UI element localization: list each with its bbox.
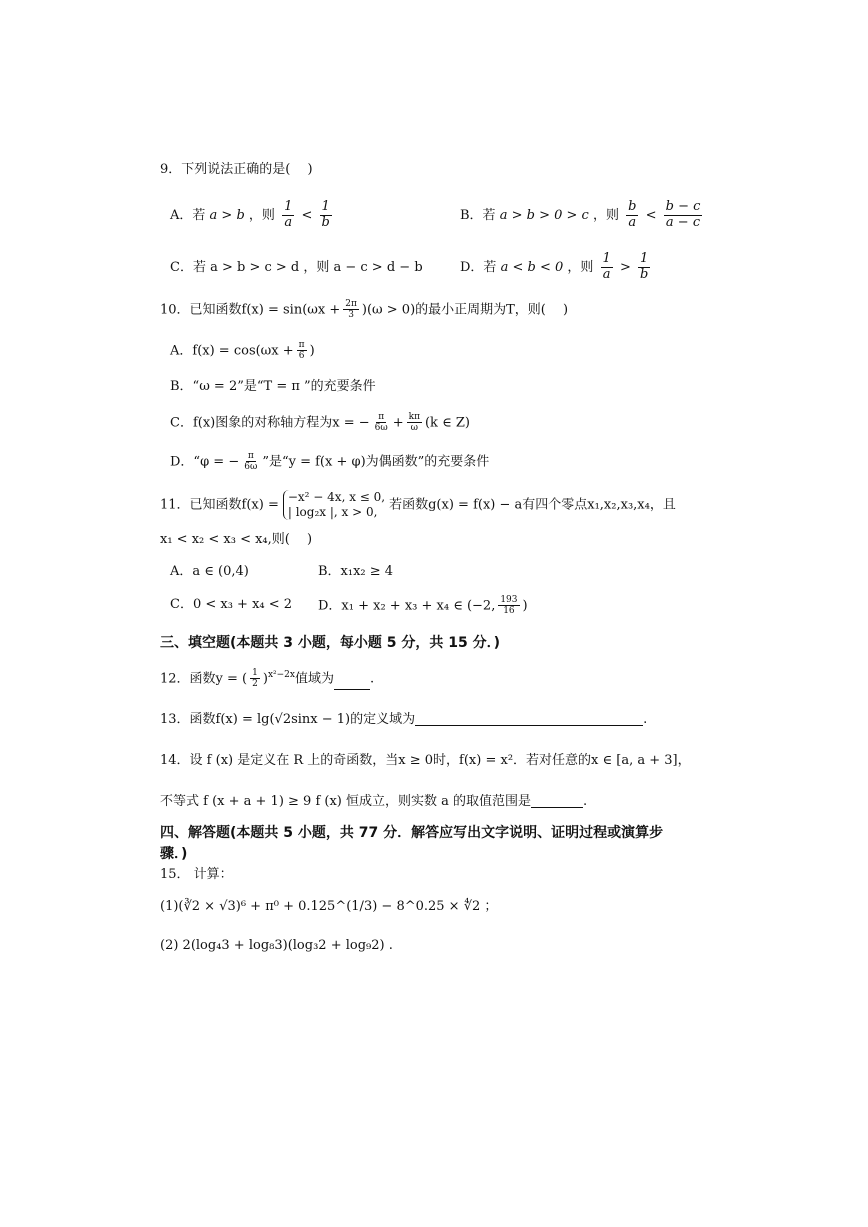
q13-pre: 13．函数f(x) = lg(√2sinx − 1)的定义域为 [160, 712, 416, 727]
q10-d-pre: D．“φ = − [170, 454, 240, 470]
q9-b-then: ，则 [592, 207, 619, 223]
q12 [160, 668, 374, 690]
q9-d-frac2-num: 1 [640, 251, 649, 266]
q9-b-rel: < [645, 207, 657, 223]
q10-d-frac [242, 451, 259, 473]
q10-d-frac-den: 6ω [244, 462, 258, 473]
q10-d-post: ”是“y = f(x + φ)为偶函数”的充要条件 [262, 454, 490, 470]
q13-answer-blank[interactable] [415, 713, 643, 726]
q10-stem-func: f(x) = sin(ωx + [241, 302, 341, 318]
q12-frac [250, 668, 260, 690]
q14-line2-pre: 不等式 f (x + a + 1) ≥ 9 f (x) 恒成立，则实数 a 的取值范围是 [160, 794, 532, 809]
q10-stem-post: )(ω > 0)的最小正周期为T，则( ) [361, 302, 569, 318]
q11-option-c: C．0 < x₃ + x₄ < 2 [170, 597, 293, 612]
q11-case1: −x² − 4x, x ≤ 0, [287, 490, 386, 504]
q10-stem-frac-num: 2π [345, 299, 357, 309]
q9-d-frac1-den: a [602, 266, 611, 282]
q10-stem-frac [343, 299, 359, 321]
q9-b-frac2 [664, 200, 703, 231]
q12-frac-num: 1 [252, 668, 258, 678]
q11-piecewise [283, 490, 385, 520]
q9-option-d [460, 252, 653, 283]
q9-d-then: ，则 [567, 259, 594, 275]
q12-pre: 12．函数y = ( [160, 671, 248, 687]
q10-c-frac2-den: ω [410, 423, 418, 434]
q10-stem-pre: 10．已知函数 [160, 302, 242, 318]
q10-d-frac-num: π [247, 451, 254, 461]
q9-d-cond: a < b < 0 [500, 259, 564, 275]
q9-option-c: C．若 a > b > c > d ，则 a − c > d − b [170, 260, 423, 275]
q10-a-post: ) [309, 343, 315, 359]
q9-option-a [170, 200, 335, 231]
q9-b-frac1-num: b [628, 199, 637, 214]
q10-stem [160, 299, 568, 321]
q14-line2-end: . [583, 794, 588, 809]
q12-frac-den: 2 [252, 679, 258, 690]
q9-d-frac1-num: 1 [602, 251, 611, 266]
q9-b-label: B．若 [460, 207, 496, 223]
q9-stem: 9．下列说法正确的是( ) [160, 162, 313, 177]
q9-d-rel: > [619, 259, 631, 275]
q11-option-a: A．a ∈ (0,4) [170, 564, 249, 579]
q9-a-frac2-den: b [321, 214, 330, 230]
q10-option-c [170, 412, 470, 434]
q9-d-frac1 [601, 252, 613, 283]
q10-c-frac1-den: 6ω [374, 423, 388, 434]
q9-b-frac1-den: a [628, 214, 637, 230]
q9-a-then: ，则 [248, 207, 275, 223]
q12-close: ) [262, 671, 268, 687]
q9-a-frac2-num: 1 [321, 199, 330, 214]
q10-option-b: B．“ω = 2”是“T = π ”的充要条件 [170, 379, 376, 394]
q9-a-cond: a > b [209, 207, 245, 223]
q11-stem-post: 若函数g(x) = f(x) − a有四个零点x₁,x₂,x₃,x₄，且 [389, 497, 676, 513]
q9-a-frac1 [282, 200, 294, 231]
q9-d-label: D．若 [460, 259, 497, 275]
q11-case2: | log₂x |, x > 0, [287, 505, 378, 519]
q9-a-frac1-num: 1 [284, 199, 293, 214]
q14-line2 [160, 795, 587, 808]
q9-d-frac2-den: b [640, 266, 649, 282]
q10-c-frac1 [373, 412, 390, 434]
q10-c-frac1-num: π [378, 412, 385, 422]
q12-exponent: x²−2x [267, 670, 295, 681]
q9-b-frac2-num: b − c [665, 199, 701, 214]
q10-stem-frac-den: 3 [348, 310, 354, 321]
q13 [160, 713, 647, 726]
q11-stem [160, 490, 676, 520]
q11-d-pre: D．x₁ + x₂ + x₃ + x₄ ∈ (−2, [318, 598, 496, 614]
q10-c-pre: C．f(x)图象的对称轴方程为x = − [170, 415, 370, 431]
q12-post: 值域为 [294, 671, 334, 687]
q10-a-pre: A．f(x) = cos(ωx + [170, 343, 294, 359]
q11-d-post: ) [522, 598, 528, 614]
q14-line1: 14．设 f (x) 是定义在 R 上的奇函数，当x ≥ 0时，f(x) = x²．若对任意的x ∈ [a, a + 3]， [160, 753, 691, 768]
q15-stem: 15． 计算： [160, 867, 233, 882]
section-4-title-line1: 四、解答题(本题共 5 小题，共 77 分．解答应写出文字说明、证明过程或演算步 [160, 825, 664, 841]
q11-d-frac [498, 595, 519, 617]
q15-part2: (2) 2(log₄3 + log₈3)(log₃2 + log₉2) . [160, 938, 393, 953]
q10-a-frac-den: 6 [298, 351, 305, 362]
q11-option-b: B．x₁x₂ ≥ 4 [318, 564, 394, 579]
q9-b-frac2-den: a − c [665, 214, 701, 230]
q12-answer-blank[interactable] [334, 677, 370, 690]
q10-a-frac [297, 340, 307, 362]
q9-a-frac2 [320, 200, 332, 231]
q10-c-post: (k ∈ Z) [424, 415, 470, 431]
q11-stem-pre: 11．已知函数f(x) = [160, 497, 279, 513]
q15-part1: (1)(∛2 × √3)⁶ + π⁰ + 0.125^(1/3) − 8^0.25 × ∜2 ； [160, 899, 498, 914]
q14-answer-blank[interactable] [531, 795, 583, 808]
q9-option-b [460, 200, 705, 231]
q11-d-frac-den: 16 [503, 606, 515, 617]
q9-b-frac1 [626, 200, 638, 231]
q9-d-frac2 [638, 252, 650, 283]
q12-end: . [369, 671, 375, 687]
q13-end: . [643, 712, 648, 727]
q9-a-frac1-den: a [284, 214, 293, 230]
q10-option-d [170, 451, 489, 473]
q9-b-cond: a > b > 0 > c [499, 207, 589, 223]
q11-d-frac-num: 193 [500, 595, 518, 605]
q10-c-frac2-num: kπ [408, 412, 420, 422]
q11-option-d [318, 595, 528, 617]
q10-a-frac-num: π [298, 340, 305, 350]
section-3-title: 三、填空题(本题共 3 小题，每小题 5 分，共 15 分．) [160, 635, 501, 651]
section-4-title-line2: 骤．) [160, 846, 188, 862]
q10-option-a [170, 340, 315, 362]
q10-c-frac2 [407, 412, 422, 434]
q9-a-rel: < [301, 207, 313, 223]
q10-c-mid: + [392, 415, 404, 431]
q11-stem-line2: x₁ < x₂ < x₃ < x₄,则( ) [160, 532, 313, 547]
q9-a-label: A．若 [170, 207, 206, 223]
